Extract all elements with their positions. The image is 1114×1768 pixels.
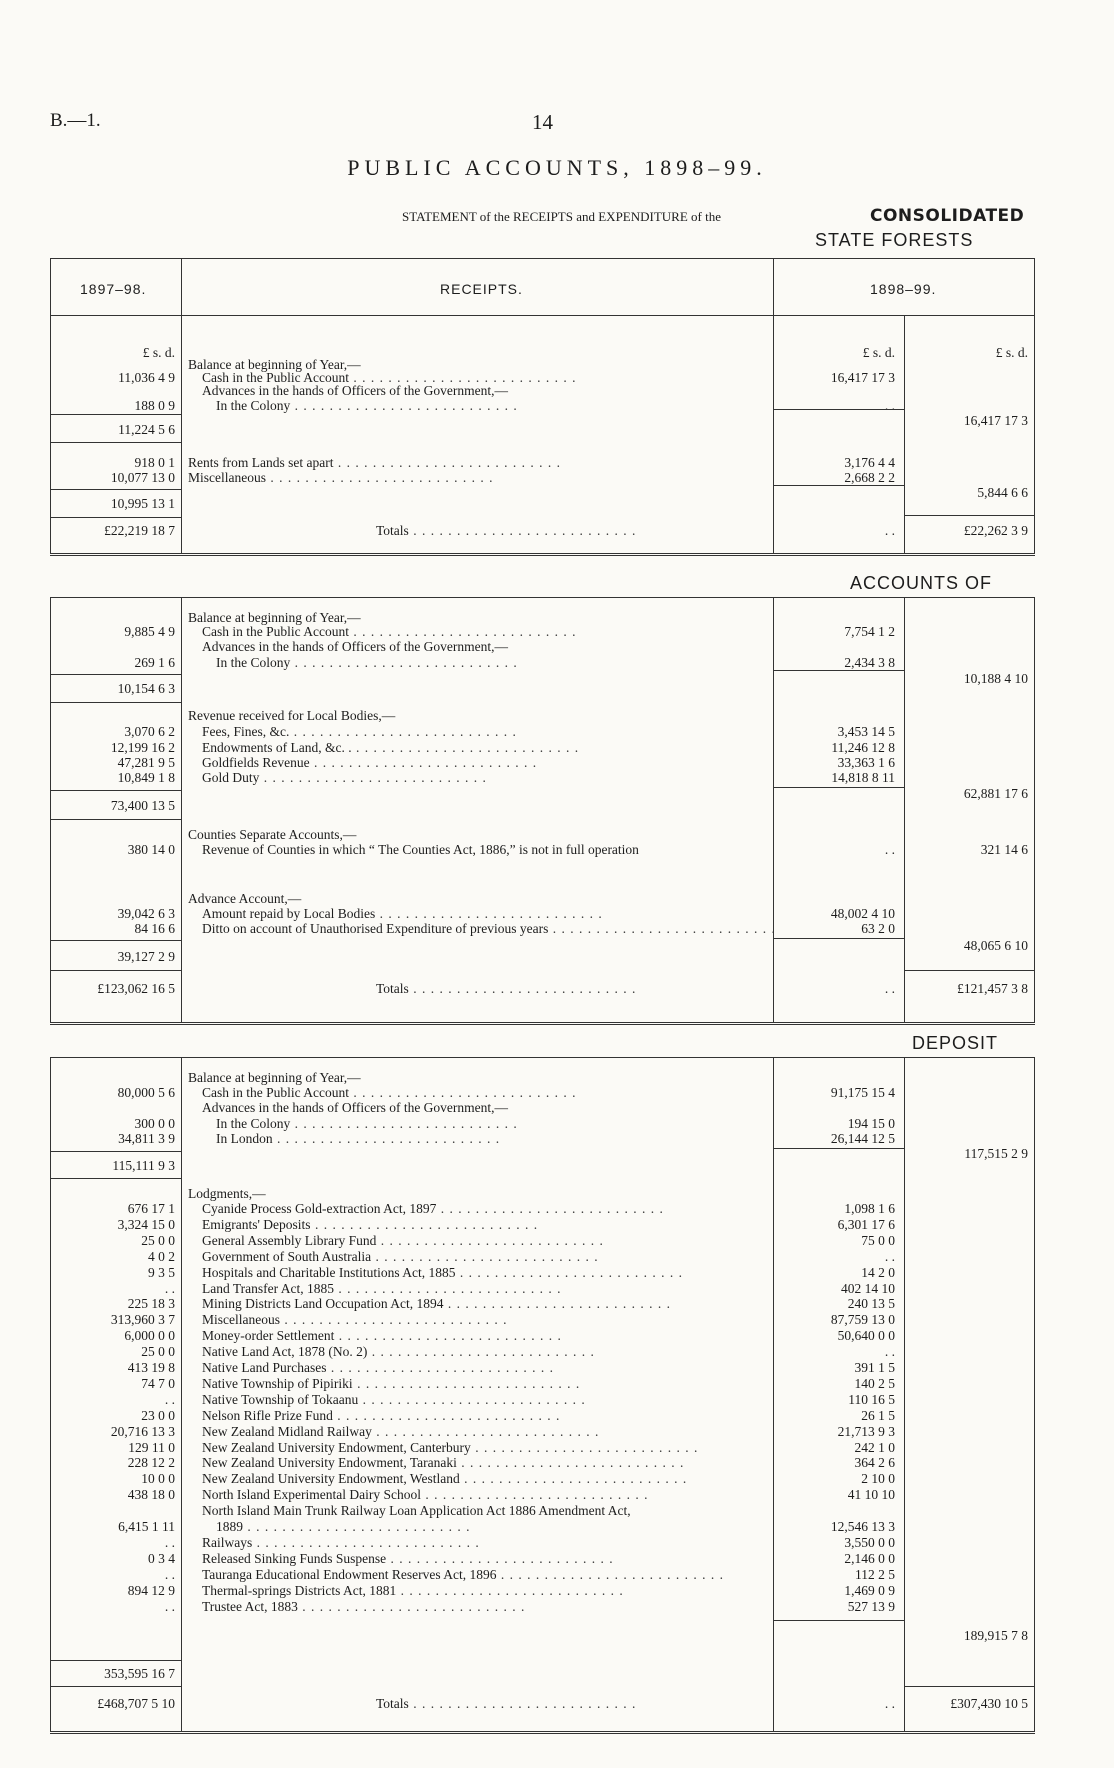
table-row: 300 0 0 In the Colony . . 194 15 0 — [50, 1116, 1035, 1132]
table-row: 34,811 3 9 In London . . 26,144 12 5 — [50, 1131, 1035, 1147]
table-row: 188 0 9 In the Colony . . . . — [50, 398, 1035, 414]
table-row: 3,324 15 0 Emigrants' Deposits . . 6,301 17 6 — [50, 1217, 1035, 1233]
table-row: 10 0 0 New Zealand University Endowment, Westland . . 2 10 0 — [50, 1471, 1035, 1487]
table-row: 39,042 6 3 Amount repaid by Local Bodies . . 48,002 4 10 — [50, 906, 1035, 922]
table-row: 225 18 3 Mining Districts Land Occupation Act, 1894 . . 240 13 5 — [50, 1296, 1035, 1312]
table-row: 676 17 1 Cyanide Process Gold-extraction Act, 1897 . . 1,098 1 6 — [50, 1201, 1035, 1217]
table-row: 10,995 13 1 — [110, 496, 175, 511]
lodgments-label: Lodgments,— — [188, 1186, 266, 1201]
table-row: 25 0 0 Native Land Act, 1878 (No. 2) . . . . — [50, 1344, 1035, 1360]
table-row: 11,224 5 6 — [118, 422, 175, 437]
table-row: 84 16 6 Ditto on account of Unauthorised Expenditure of previous years . . 63 2 0 — [50, 921, 1035, 937]
table-row: 11,036 4 9 Cash in the Public Account . . 16,417 17 3 — [50, 370, 1035, 386]
table-row: Balance at beginning of Year,— — [188, 357, 361, 372]
units-curr-detail: £ s. d. — [862, 345, 895, 360]
table-row: North Island Main Trunk Railway Loan Application Act 1886 Amendment Act, — [202, 1503, 631, 1519]
state-forests-table — [50, 258, 1035, 556]
table-row: 47,281 9 5 Goldfields Revenue . . 33,363 1 6 — [50, 755, 1035, 771]
units-curr-total: £ s. d. — [995, 345, 1028, 360]
table-row: 918 0 1 Rents from Lands set apart . . 3,176 4 4 — [50, 455, 1035, 471]
table-row: 73,400 13 5 — [110, 798, 175, 813]
table-row: Advance Account,— — [188, 891, 302, 906]
section-title-state-forests: STATE FORESTS — [815, 230, 974, 250]
table-row: Balance at beginning of Year,— — [188, 610, 361, 625]
table-row: 20,716 13 3 New Zealand Midland Railway . . 21,713 9 3 — [50, 1424, 1035, 1440]
totals-row: £468,707 5 10 Totals . . . . £307,430 10 5 — [50, 1696, 1035, 1712]
table-row: 4 0 2 Government of South Australia . . . . — [50, 1249, 1035, 1265]
table-row: 115,111 9 3 — [112, 1158, 175, 1173]
local-bodies-table — [50, 597, 1035, 1025]
consolidated-heading: CONSOLIDATED — [870, 206, 1025, 226]
table-row: 10,188 4 10 — [963, 671, 1028, 686]
table-row: 413 19 8 Native Land Purchases . . 391 1 5 — [50, 1360, 1035, 1376]
table-row: 189,915 7 8 — [963, 1628, 1028, 1643]
report-code: B.—1. — [50, 110, 101, 131]
section-title-accounts-of: ACCOUNTS OF — [850, 573, 993, 593]
table-row: 3,070 6 2 Fees, Fines, &c. . . 3,453 14 5 — [50, 724, 1035, 740]
table-row: 5,844 6 6 — [977, 485, 1028, 500]
table-row: 80,000 5 6 Cash in the Public Account . . 91,175 15 4 — [50, 1085, 1035, 1101]
table-row: 9 3 5 Hospitals and Charitable Institutions Act, 1885 . . 14 2 0 — [50, 1265, 1035, 1281]
page-number: 14 — [532, 110, 553, 134]
table-row: 129 11 0 New Zealand University Endowment, Canterbury . . 242 1 0 — [50, 1440, 1035, 1456]
table-row: 62,881 17 6 — [963, 786, 1028, 801]
table-row: Counties Separate Accounts,— — [188, 827, 357, 842]
table-row: 353,595 16 7 — [104, 1666, 175, 1681]
column-header-receipts: RECEIPTS. — [440, 281, 523, 297]
table-row: 6,415 1 11 1889 . . 12,546 13 3 — [50, 1519, 1035, 1535]
page-title: PUBLIC ACCOUNTS, 1898–99. — [347, 155, 767, 180]
column-header-curr-year: 1898–99. — [870, 281, 937, 297]
statement-heading: STATEMENT of the RECEIPTS and EXPENDITURE of the — [402, 209, 721, 224]
table-row: 10,077 13 0 Miscellaneous . . 2,668 2 2 — [50, 470, 1035, 486]
table-row: . . Tauranga Educational Endowment Reserves Act, 1896 . . 112 2 5 — [50, 1567, 1035, 1583]
table-row: Advances in the hands of Officers of the Government,— — [202, 383, 509, 398]
table-row: 117,515 2 9 — [964, 1146, 1028, 1161]
table-row: 23 0 0 Nelson Rifle Prize Fund . . 26 1 5 — [50, 1408, 1035, 1424]
table-row: . . Native Township of Tokaanu . . 110 16 5 — [50, 1392, 1035, 1408]
table-row: 380 14 0 Revenue of Counties in which “ The Counties Act, 1886,” is not in full operation . . 321 14 6 — [127, 842, 1028, 857]
column-header-row — [50, 259, 1035, 316]
table-row: 894 12 9 Thermal-springs Districts Act, 1881 . . 1,469 0 9 — [50, 1583, 1035, 1599]
deposit-table — [50, 1057, 1035, 1734]
table-row: 39,127 2 9 — [117, 949, 175, 964]
table-row: 6,000 0 0 Money-order Settlement . . 50,640 0 0 — [50, 1328, 1035, 1344]
table-row: 25 0 0 General Assembly Library Fund . . 75 0 0 — [50, 1233, 1035, 1249]
table-row: . . Trustee Act, 1883 . . 527 13 9 — [50, 1599, 1035, 1615]
table-row: Advances in the hands of Officers of the Government,— — [202, 639, 509, 654]
table-row: 438 18 0 North Island Experimental Dairy School . . 41 10 10 — [50, 1487, 1035, 1503]
table-row: Balance at beginning of Year,— — [188, 1070, 361, 1085]
table-row: 10,849 1 8 Gold Duty . . 14,818 8 11 — [50, 770, 1035, 786]
section-title-deposit: DEPOSIT — [912, 1033, 999, 1053]
table-row: 269 1 6 In the Colony . . 2,434 3 8 — [50, 655, 1035, 671]
table-row: 9,885 4 9 Cash in the Public Account . . 7,754 1 2 — [50, 624, 1035, 640]
table-row: Revenue received for Local Bodies,— — [188, 708, 396, 723]
table-row: . . Land Transfer Act, 1885 . . 402 14 10 — [50, 1281, 1035, 1297]
table-row: 0 3 4 Released Sinking Funds Suspense . . 2,146 0 0 — [50, 1551, 1035, 1567]
table-row: 12,199 16 2 Endowments of Land, &c. . . . 11,246 12 8 — [50, 740, 1035, 756]
units-prev: £ s. d. — [142, 345, 175, 360]
totals-row: £123,062 16 5 Totals . . . . £121,457 3 8 — [50, 981, 1035, 997]
table-row: 48,065 6 10 — [963, 938, 1028, 953]
table-row: Advances in the hands of Officers of the Government,— — [202, 1100, 509, 1115]
table-row: 74 7 0 Native Township of Pipiriki . . 140 2 5 — [50, 1376, 1035, 1392]
totals-row: £22,219 18 7 Totals . . . . £22,262 3 9 — [50, 523, 1035, 539]
table-row: 16,417 17 3 — [963, 413, 1028, 428]
table-row: . . Railways . . 3,550 0 0 — [50, 1535, 1035, 1551]
table-row: 10,154 6 3 — [117, 681, 175, 696]
table-row: 313,960 3 7 Miscellaneous . . 87,759 13 0 — [50, 1312, 1035, 1328]
column-header-prev-year: 1897–98. — [80, 281, 147, 297]
table-row: 228 12 2 New Zealand University Endowment, Taranaki . . 364 2 6 — [50, 1455, 1035, 1471]
